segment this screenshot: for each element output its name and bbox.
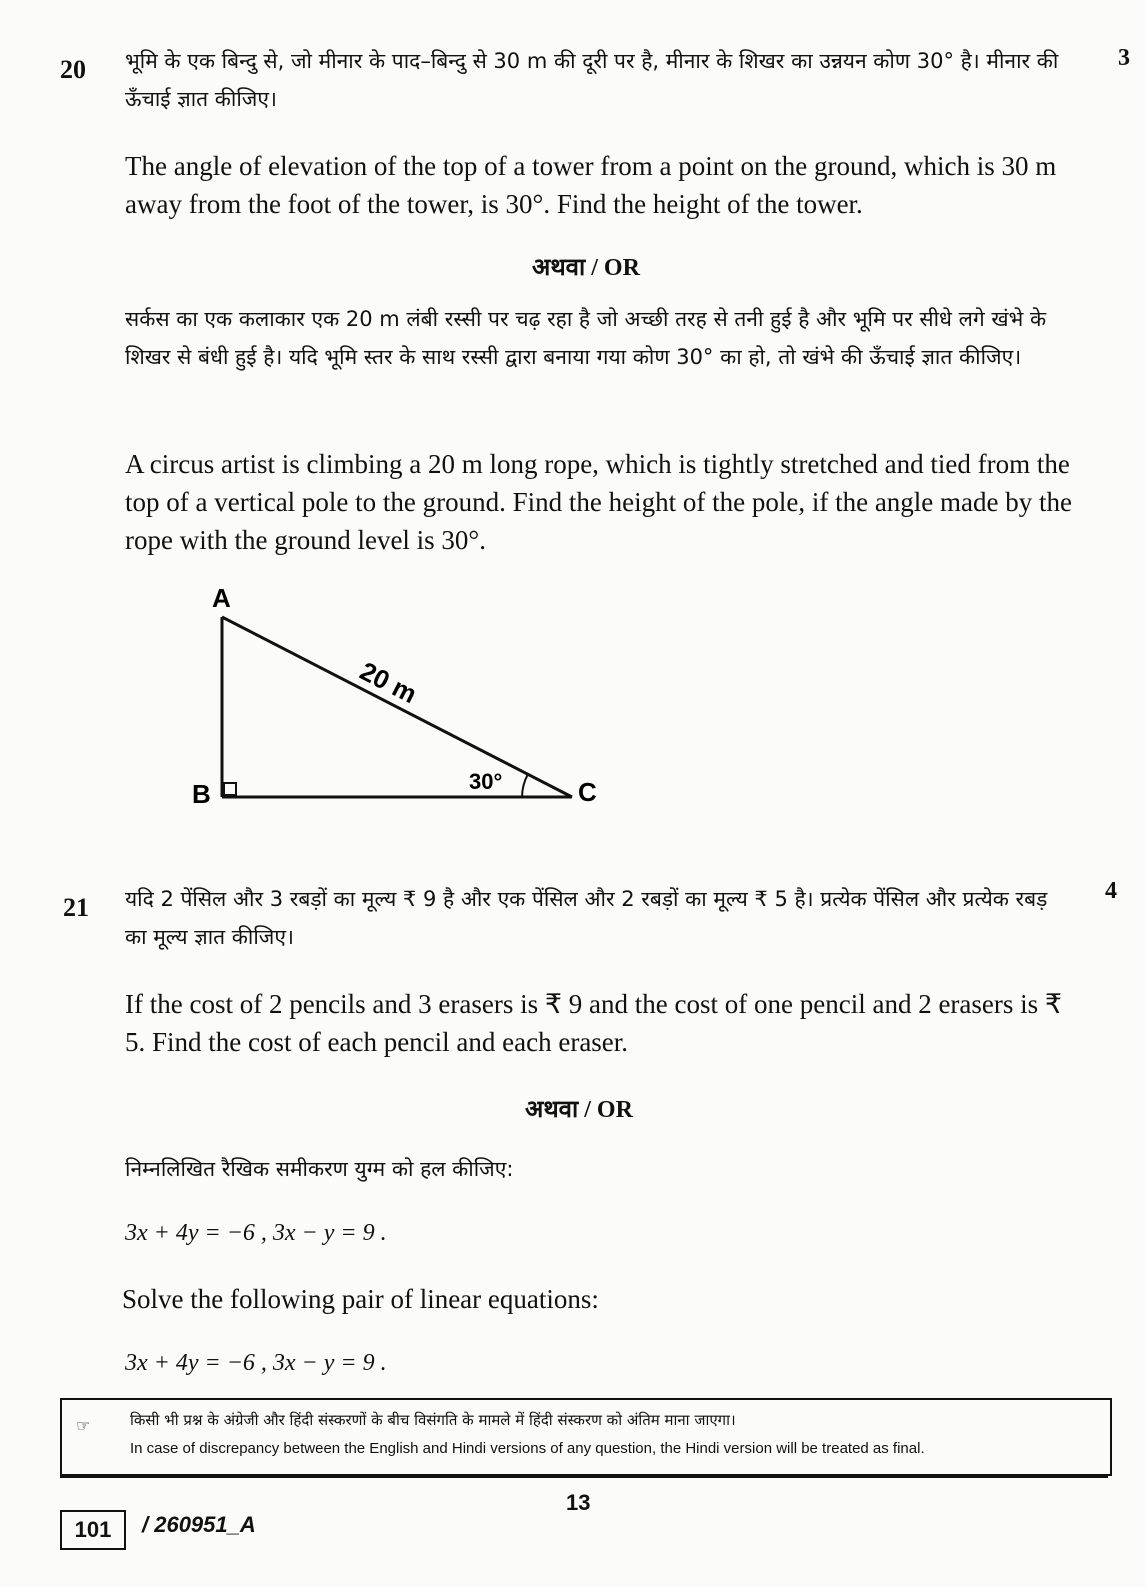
angle-label: 30° — [469, 769, 503, 794]
vertex-label-b: B — [192, 779, 211, 809]
or-separator — [532, 250, 640, 283]
alternative-question-hindi: सर्कस का एक कलाकार एक 20 m लंबी रस्सी पर चढ़ रहा है जो अच्छी तरह से तनी हुई है और भूमि पर सीधे लगे खंभे के शिखर से बंधी हुई है। यदि भूमि स्तर के साथ रस्सी द्वारा बनाया गया कोण 30° का हो, तो खंभे की ऊँचाई ज्ञात कीजिए। — [125, 307, 1047, 369]
question-text-english: If the cost of 2 pencils and 3 erasers is ₹ 9 and the cost of one pencil and 2 erasers is ₹ 5. Find the cost of each pencil and each eraser. — [125, 989, 1063, 1057]
alternative-question-english: Solve the following pair of linear equations: — [122, 1284, 599, 1314]
footer-divider — [60, 1476, 1108, 1478]
triangle-diagram — [180, 575, 620, 820]
or-separator — [525, 1092, 633, 1125]
notice-text-english: In case of discrepancy between the English and Hindi versions of any question, the Hindi version will be treated as final. — [130, 1440, 925, 1457]
or-label: अथवा / OR — [525, 1097, 633, 1123]
question-marks: 3 — [1118, 45, 1130, 71]
paper-code: / 260951_A — [142, 1512, 256, 1537]
question-number: 21 — [63, 893, 89, 922]
rope-line — [222, 617, 572, 797]
notice-text-hindi: किसी भी प्रश्न के अंग्रेजी और हिंदी संस्करणों के बीच विसंगति के मामले में हिंदी संस्करण को अंतिम माना जाएगा। — [130, 1411, 736, 1429]
right-angle-marker — [224, 783, 236, 795]
alternative-question-hindi: निम्नलिखित रैखिक समीकरण युग्म को हल कीजिए: — [125, 1157, 514, 1181]
vertex-label-c: C — [578, 777, 597, 807]
equation-pair: 3x + 4y = −6 , 3x − y = 9 . — [125, 1350, 387, 1376]
question-text-hindi: यदि 2 पेंसिल और 3 रबड़ों का मूल्य ₹ 9 है और एक पेंसिल और 2 रबड़ों का मूल्य ₹ 5 है। प्रत्येक पेंसिल और प्रत्येक रबड़ का मूल्य ज्ञात कीजिए। — [125, 887, 1048, 949]
vertex-label-a: A — [212, 583, 231, 613]
rope-length-label: 20 m — [355, 655, 422, 710]
page-number: 13 — [566, 1490, 591, 1515]
question-marks: 4 — [1105, 878, 1117, 904]
question-text-hindi: भूमि के एक बिन्दु से, जो मीनार के पाद–बिन्दु से 30 m की दूरी पर है, मीनार के शिखर का उन्नयन कोण 30° है। मीनार की ऊँचाई ज्ञात कीजिए। — [125, 49, 1059, 111]
paper-code-box: 101 — [60, 1510, 126, 1550]
pointing-hand-icon: ☞ — [76, 1416, 91, 1435]
angle-arc — [522, 774, 528, 797]
equation-pair: 3x + 4y = −6 , 3x − y = 9 . — [125, 1220, 387, 1246]
question-text-english: The angle of elevation of the top of a tower from a point on the ground, which is 30 m away from the foot of the tower, is 30°. Find the height of the tower. — [125, 151, 1057, 219]
notice-box — [60, 1398, 1112, 1476]
alternative-question-english: A circus artist is climbing a 20 m long rope, which is tightly stretched and tied from the top of a vertical pole to the ground. Find the height of the pole, if the angle made by the rope with the ground level is 30°. — [125, 449, 1072, 555]
or-label: अथवा / OR — [532, 255, 640, 281]
question-number: 20 — [60, 55, 86, 84]
